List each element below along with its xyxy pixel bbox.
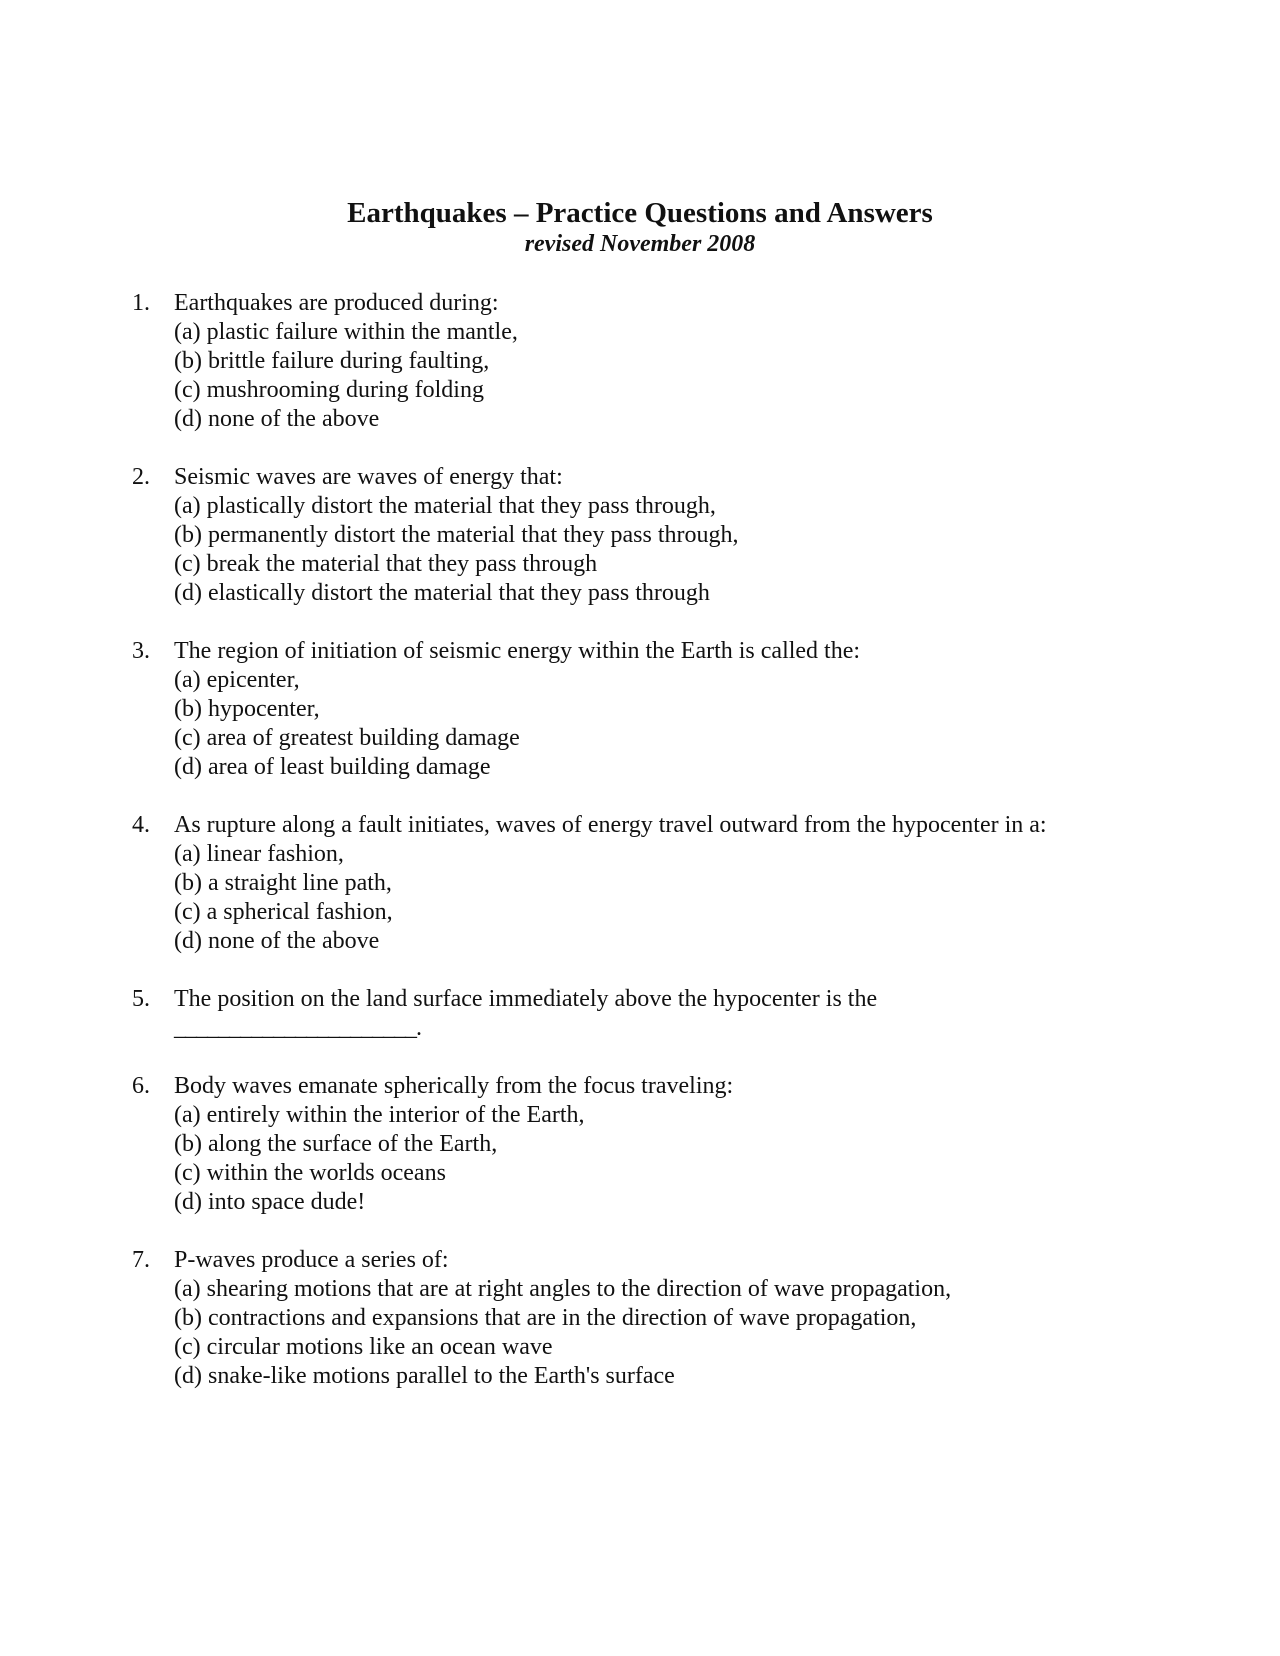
question-7 — [132, 1246, 1192, 1391]
question-text: P-waves produce a series of: — [174, 1247, 449, 1273]
answer-option: (d) none of the above — [174, 928, 380, 954]
title-block — [0, 196, 1280, 258]
question-3 — [132, 637, 1192, 782]
answer-option: (b) a straight line path, — [174, 870, 392, 896]
answer-option: (c) within the worlds oceans — [174, 1160, 446, 1186]
question-number: 3. — [132, 638, 150, 664]
question-number: 7. — [132, 1247, 150, 1273]
question-1 — [132, 289, 1192, 434]
answer-blank-line: ______________________. — [174, 1015, 421, 1041]
question-number: 1. — [132, 290, 150, 316]
answer-option: (a) shearing motions that are at right angles to the direction of wave propagation, — [174, 1276, 952, 1302]
answer-option: (d) snake-like motions parallel to the Earth's surface — [174, 1363, 675, 1389]
answer-option: (d) area of least building damage — [174, 754, 491, 780]
document-subtitle: revised November 2008 — [524, 231, 756, 257]
answer-option: (a) entirely within the interior of the Earth, — [174, 1102, 585, 1128]
question-number: 4. — [132, 812, 150, 838]
question-4 — [132, 811, 1192, 956]
answer-option: (d) elastically distort the material that they pass through — [174, 580, 710, 606]
question-text: Body waves emanate spherically from the focus traveling: — [174, 1073, 734, 1099]
answer-option: (c) break the material that they pass through — [174, 551, 598, 577]
answer-option: (c) mushrooming during folding — [174, 377, 484, 403]
question-text: Earthquakes are produced during: — [174, 290, 499, 316]
answer-option: (b) permanently distort the material that they pass through, — [174, 522, 739, 548]
answer-option: (a) epicenter, — [174, 667, 300, 693]
question-text: The position on the land surface immediately above the hypocenter is the — [174, 986, 878, 1012]
answer-option: (d) into space dude! — [174, 1189, 366, 1215]
answer-option: (a) plastically distort the material that they pass through, — [174, 493, 716, 519]
question-6 — [132, 1072, 1192, 1217]
question-number: 2. — [132, 464, 150, 490]
question-number: 5. — [132, 986, 150, 1012]
question-text: As rupture along a fault initiates, waves of energy travel outward from the hypocenter in a: — [174, 812, 1047, 838]
document-title: Earthquakes – Practice Questions and Answers — [347, 197, 933, 229]
answer-option: (b) contractions and expansions that are in the direction of wave propagation, — [174, 1305, 917, 1331]
question-text: The region of initiation of seismic energy within the Earth is called the: — [174, 638, 861, 664]
answer-option: (b) along the surface of the Earth, — [174, 1131, 498, 1157]
answer-option: (b) brittle failure during faulting, — [174, 348, 490, 374]
answer-option: (d) none of the above — [174, 406, 380, 432]
answer-option: (a) linear fashion, — [174, 841, 344, 867]
answer-option: (a) plastic failure within the mantle, — [174, 319, 518, 345]
question-number: 6. — [132, 1073, 150, 1099]
question-text: Seismic waves are waves of energy that: — [174, 464, 563, 490]
question-list — [132, 289, 1192, 1420]
question-5 — [132, 985, 1192, 1043]
answer-option: (c) area of greatest building damage — [174, 725, 520, 751]
answer-option: (c) a spherical fashion, — [174, 899, 393, 925]
answer-option: (c) circular motions like an ocean wave — [174, 1334, 553, 1360]
question-2 — [132, 463, 1192, 608]
answer-option: (b) hypocenter, — [174, 696, 320, 722]
